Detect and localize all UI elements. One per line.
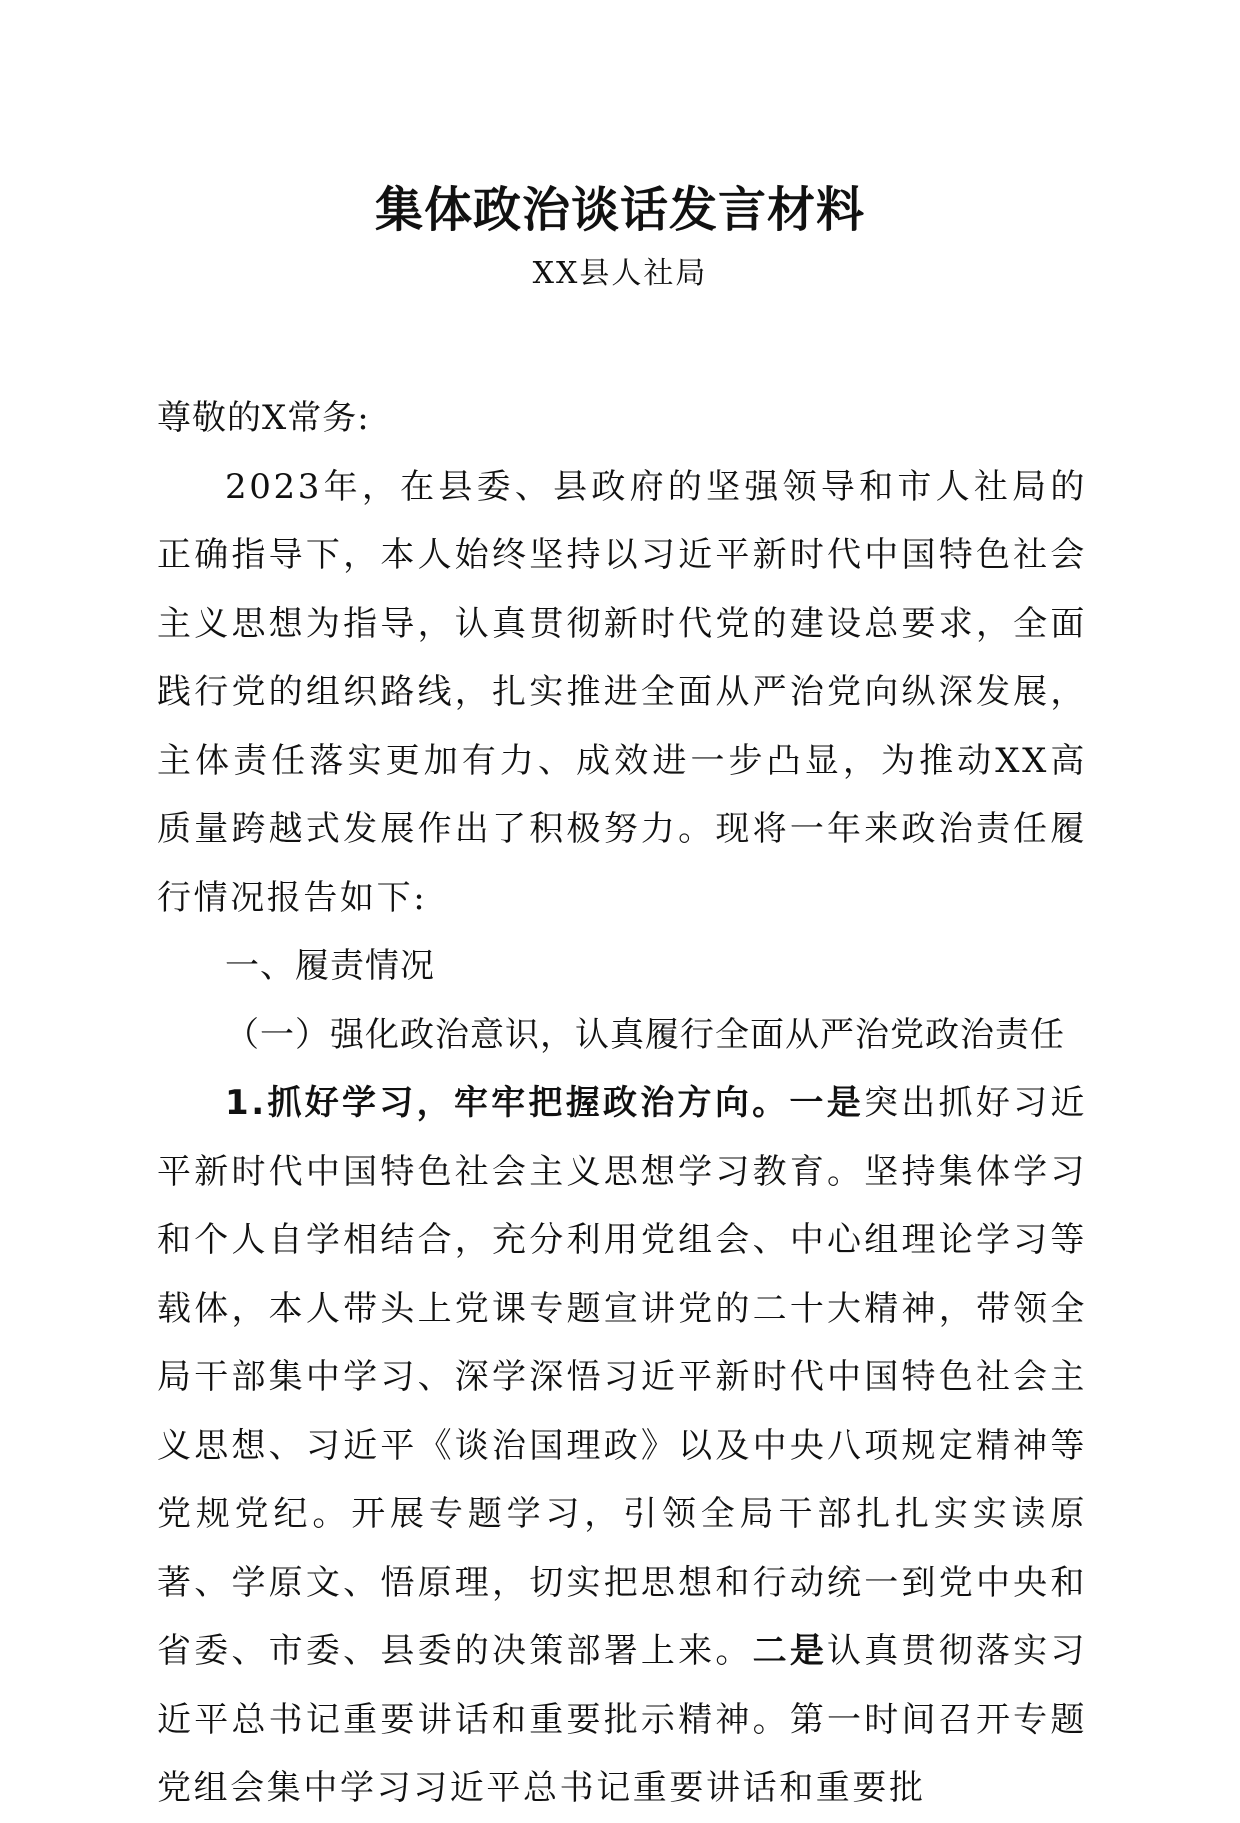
point-heading: 1.抓好学习，牢牢把握政治方向。 bbox=[225, 1083, 790, 1123]
document-author: XX县人社局 bbox=[532, 256, 708, 291]
point-marker-second: 二是 bbox=[752, 1631, 828, 1671]
point-paragraph bbox=[157, 1069, 1087, 1823]
point-text-first: 突出抓好习近平新时代中国特色社会主义思想学习教育。坚持集体学习和个人自学相结合，充分利用党组会、中心组理论学习等载体，本人带头上党课专题宣讲党的二十大精神，带领全局干部集中学习、深学深悟习近平新时代中国特色社会主义思想、习近平《谈治国理政》以及中央八项规定精神等党规党纪。开展专题学习，引领全局干部扎扎实实读原著、学原文、悟原理，切实把思想和行动统一到党中央和省委、市委、县委的决策部署上来。 bbox=[157, 1083, 1087, 1671]
section-heading: 一、履责情况 bbox=[225, 946, 435, 986]
point-text-second: 认真贯彻落实习近平总书记重要讲话和重要批示精神。第一时间召开专题党组会集中学习习近平总书记重要讲话和重要批 bbox=[157, 1631, 1087, 1808]
document-body bbox=[157, 384, 1087, 1823]
intro-paragraph: 2023年，在县委、县政府的坚强领导和市人社局的正确指导下，本人始终坚持以习近平新时代中国特色社会主义思想为指导，认真贯彻新时代党的建设总要求，全面践行党的组织路线，扎实推进全面从严治党向纵深发展，主体责任落实更加有力、成效进一步凸显，为推动XX高质量跨越式发展作出了积极努力。现将一年来政治责任履行情况报告如下: bbox=[157, 466, 1087, 918]
document-title: 集体政治谈话发言材料 bbox=[374, 182, 865, 238]
subsection-heading: （一）强化政治意识，认真履行全面从严治党政治责任 bbox=[225, 1014, 1065, 1055]
point-marker-first: 一是 bbox=[789, 1083, 864, 1123]
salutation: 尊敬的X常务: bbox=[157, 398, 370, 438]
